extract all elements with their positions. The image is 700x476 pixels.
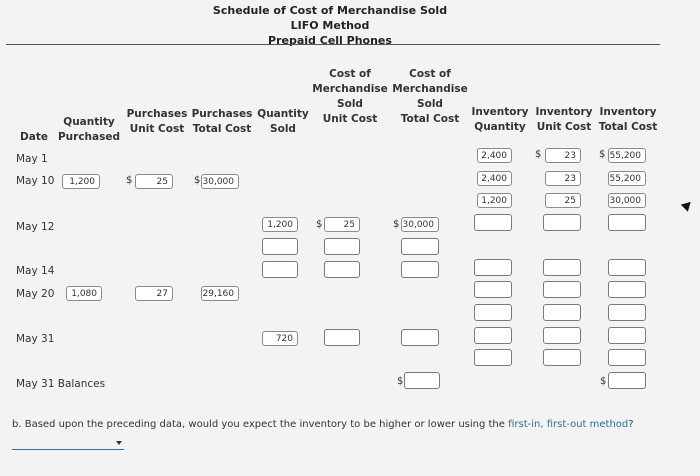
inventory-quantity-r3[interactable] — [474, 304, 512, 321]
inventory-unit-cost-r5[interactable] — [543, 349, 581, 366]
row-label-may31: May 31 — [16, 333, 55, 345]
may20-quantity-purchased[interactable]: 1,080 — [66, 286, 102, 301]
balances-inventory-dollar: $ — [600, 376, 607, 387]
inventory-unit-cost-r4[interactable] — [543, 327, 581, 344]
may20-purchase-total-cost[interactable]: 29,160 — [201, 286, 239, 301]
company-title: Prepaid Cell Phones — [268, 34, 392, 47]
row-label-may14: May 14 — [16, 265, 55, 277]
method-title: LIFO Method — [290, 19, 370, 32]
header-cogs-unit-cost: Cost of Merchandise Sold Unit Cost — [312, 68, 388, 125]
may10-inventory-quantity-2[interactable]: 1,200 — [477, 193, 512, 208]
header-purchases-unit-cost: Purchases Unit Cost — [126, 108, 188, 135]
may10-purchase-total-dollar: $ — [194, 175, 201, 186]
header-date: Date — [20, 131, 48, 143]
may12-quantity-sold[interactable]: 1,200 — [262, 217, 298, 232]
question-b: b. Based upon the preceding data, would you expect the inventory to be higher or lower using the first-in, first-out method? — [12, 419, 634, 430]
header-inventory-unit-cost: Inventory Unit Cost — [535, 106, 593, 133]
may10-purchase-unit-dollar: $ — [126, 175, 133, 186]
may10-inventory-total-cost-2[interactable]: 30,000 — [608, 193, 646, 208]
row-label-may10: May 10 — [16, 175, 55, 187]
may12-cogs-total-cost-3[interactable] — [401, 261, 439, 278]
header-inventory-total-cost: Inventory Total Cost — [598, 106, 658, 133]
may10-inventory-unit-cost-2[interactable]: 25 — [545, 193, 581, 208]
may12-inventory-total-cost[interactable] — [608, 214, 646, 231]
row-label-may20: May 20 — [16, 288, 55, 300]
may1-inventory-unit-cost[interactable]: 23 — [545, 148, 581, 163]
inventory-total-cost-r1[interactable] — [608, 259, 646, 276]
may31-cogs-unit-cost[interactable] — [324, 329, 360, 346]
schedule-title: Schedule of Cost of Merchandise Sold — [212, 4, 448, 17]
may1-inventory-quantity[interactable]: 2,400 — [477, 148, 512, 163]
inventory-total-cost-r2[interactable] — [608, 281, 646, 298]
row-label-may1: May 1 — [16, 153, 48, 165]
mouse-cursor-icon — [681, 198, 694, 211]
may12-cogs-total-cost[interactable]: 30,000 — [401, 217, 439, 232]
may1-inventory-total-dollar: $ — [599, 149, 606, 160]
inventory-unit-cost-r3[interactable] — [543, 304, 581, 321]
inventory-unit-cost-r2[interactable] — [543, 281, 581, 298]
header-quantity-sold: Quantity Sold — [257, 108, 309, 135]
header-quantity-purchased: Quantity Purchased — [57, 116, 121, 143]
header-purchases-total-cost: Purchases Total Cost — [191, 108, 253, 135]
row-label-may12: May 12 — [16, 221, 55, 233]
answer-dropdown[interactable] — [12, 437, 124, 450]
may12-cogs-unit-cost[interactable]: 25 — [324, 217, 360, 232]
may10-inventory-unit-cost-1[interactable]: 23 — [545, 171, 581, 186]
may12-cogs-unit-cost-2[interactable] — [324, 238, 360, 255]
may10-inventory-total-cost-1[interactable]: 55,200 — [608, 171, 646, 186]
may1-inventory-unit-dollar: $ — [535, 149, 542, 160]
balances-cogs-total[interactable] — [404, 372, 440, 389]
may10-purchase-total-cost[interactable]: 30,000 — [201, 174, 239, 189]
inventory-total-cost-r3[interactable] — [608, 304, 646, 321]
inventory-quantity-r5[interactable] — [474, 349, 512, 366]
inventory-total-cost-r4[interactable] — [608, 327, 646, 344]
inventory-unit-cost-r1[interactable] — [543, 259, 581, 276]
may20-purchase-unit-cost[interactable]: 27 — [135, 286, 173, 301]
row-label-may31-balances: May 31 Balances — [16, 378, 106, 390]
may12-quantity-sold-2[interactable] — [262, 238, 298, 255]
balances-cogs-dollar: $ — [397, 376, 404, 387]
may10-purchase-unit-cost[interactable]: 25 — [135, 174, 173, 189]
may12-cogs-unit-dollar: $ — [316, 219, 323, 230]
may12-quantity-sold-3[interactable] — [262, 261, 298, 278]
inventory-total-cost-r5[interactable] — [608, 349, 646, 366]
header-inventory-quantity: Inventory Quantity — [471, 106, 529, 133]
may12-cogs-total-dollar: $ — [393, 219, 400, 230]
may12-cogs-unit-cost-3[interactable] — [324, 261, 360, 278]
header-cogs-total-cost: Cost of Merchandise Sold Total Cost — [392, 68, 468, 125]
may31-cogs-total-cost[interactable] — [401, 329, 439, 346]
may12-inventory-unit-cost[interactable] — [543, 214, 581, 231]
balances-inventory-total[interactable] — [608, 372, 646, 389]
title-rule — [6, 44, 660, 45]
fifo-link[interactable]: first-in, first-out method — [508, 419, 629, 430]
inventory-quantity-r1[interactable] — [474, 259, 512, 276]
may1-inventory-total-cost[interactable]: 55,200 — [608, 148, 646, 163]
chevron-down-icon — [116, 441, 122, 445]
may31-quantity-sold[interactable]: 720 — [262, 331, 298, 346]
inventory-quantity-r4[interactable] — [474, 327, 512, 344]
may10-inventory-quantity-1[interactable]: 2,400 — [477, 171, 512, 186]
may12-inventory-quantity[interactable] — [474, 214, 512, 231]
inventory-quantity-r2[interactable] — [474, 281, 512, 298]
may10-quantity-purchased[interactable]: 1,200 — [62, 174, 100, 189]
may12-cogs-total-cost-2[interactable] — [401, 238, 439, 255]
